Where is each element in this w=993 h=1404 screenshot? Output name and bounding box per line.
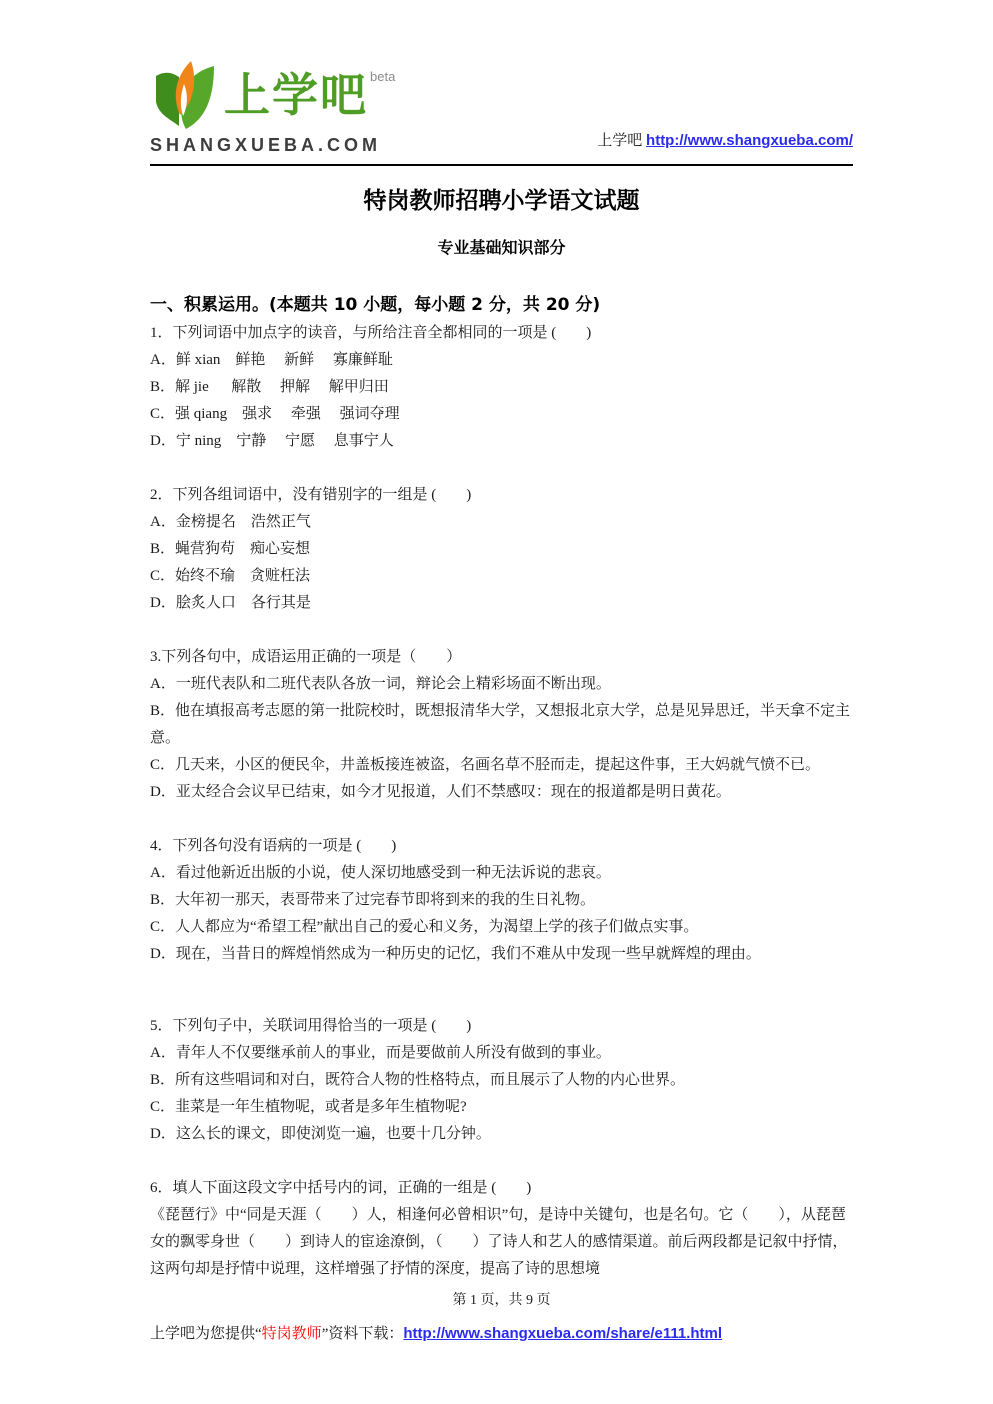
option-c: C．始终不瑜 贪赃枉法 [150, 568, 311, 584]
footer-suffix: ”资料下载： [321, 1326, 404, 1342]
option-c: C．人人都应为“希望工程”献出自己的爱心和义务，为渴望上学的孩子们做点实事。 [150, 919, 699, 935]
question-1 [150, 320, 853, 455]
question-stem: 2．下列各组词语中，没有错别字的一组是 ( ) [150, 487, 472, 503]
header-site-link-row [597, 129, 853, 154]
option-d: D．宁 ning 宁静 宁愿 息事宁人 [150, 433, 394, 449]
section-heading: 一、积累运用。(本题共 10 小题，每小题 2 分，共 20 分) [150, 295, 601, 315]
option-c: C．强 qiang 强求 牵强 强词夺理 [150, 406, 400, 422]
question-3 [150, 644, 853, 806]
page-header [150, 60, 853, 154]
option-a: A．看过他新近出版的小说，使人深切地感受到一种无法诉说的悲哀。 [150, 865, 611, 881]
question-5 [150, 1013, 853, 1148]
footer-download-link[interactable]: http://www.shangxueba.com/share/e111.html [403, 1325, 723, 1342]
option-a: A．鲜 xian 鲜艳 新鲜 寡廉鲜耻 [150, 352, 393, 368]
option-b: B．蝇营狗苟 痴心妄想 [150, 541, 311, 557]
option-b: B．他在填报高考志愿的第一批院校时，既想报清华大学，又想报北京大学，总是见异思迁，半天拿不定主意。 [150, 703, 851, 746]
option-a: A．青年人不仅要继承前人的事业，而是要做前人所没有做到的事业。 [150, 1045, 611, 1061]
brand-beta-tag: beta [370, 69, 396, 84]
page-title: 特岗教师招聘小学语文试题 [363, 188, 640, 214]
option-a: A．一班代表队和二班代表队各放一词，辩论会上精彩场面不断出现。 [150, 676, 611, 692]
brand-name-cn: 上学吧 [224, 68, 368, 122]
shangxueba-leaf-shield-icon [150, 60, 220, 132]
page-number-info: 第 1 页，共 9 页 [452, 1293, 551, 1308]
brand-domain-text: SHANGXUEBA.COM [150, 135, 382, 155]
question-2 [150, 482, 853, 617]
option-d: D．脍炙人口 各行其是 [150, 595, 311, 611]
question-stem: 1．下列词语中加点字的读音，与所给注音全都相同的一项是 ( ) [150, 325, 592, 341]
question-stem: 6．填人下面这段文字中括号内的词，正确的一组是 ( ) [150, 1180, 532, 1196]
shangxueba-logo [150, 60, 396, 155]
option-c: C．几天来，小区的便民伞，井盖板接连被盗，名画名草不胫而走，提起这件事，王大妈就气愤不已。 [150, 757, 821, 773]
question-4 [150, 833, 853, 968]
footer-highlight-keyword: 特岗教师 [261, 1326, 322, 1342]
option-b: B．所有这些唱词和对白，既符合人物的性格特点，而且展示了人物的内心世界。 [150, 1072, 686, 1088]
option-d: D．现在，当昔日的辉煌悄然成为一种历史的记忆，我们不难从中发现一些早就辉煌的理由。 [150, 946, 761, 962]
site-label: 上学吧 [597, 133, 643, 149]
question-stem: 3.下列各句中，成语运用正确的一项是（ ） [150, 649, 462, 665]
option-a: A．金榜提名 浩然正气 [150, 514, 311, 530]
question-passage: 《琵琶行》中“同是天涯（ ）人，相逢何必曾相识”句，是诗中关键句，也是名句。它（ ），从琵琶女的飘零身世（ ）到诗人的宦途潦倒，（ ）了诗人和艺人的感情渠道。前后两段都是记叙中抒情，这两句却是抒情中说理，这样增强了抒情的深度，提高了诗的思想境 [150, 1207, 848, 1277]
option-d: D．这么长的课文，即使浏览一遍，也要十几分钟。 [150, 1126, 491, 1142]
page-subtitle: 专业基础知识部分 [437, 238, 566, 257]
footer-prefix: 上学吧为您提供“ [150, 1326, 262, 1342]
option-c: C．韭菜是一年生植物呢，或者是多年生植物呢? [150, 1099, 467, 1115]
question-stem: 4．下列各句没有语病的一项是 ( ) [150, 838, 397, 854]
option-b: B．大年初一那天，表哥带来了过完春节即将到来的我的生日礼物。 [150, 892, 596, 908]
question-stem: 5．下列句子中，关联词用得恰当的一项是 ( ) [150, 1018, 472, 1034]
option-d: D．亚太经合会议早已结束，如今才见报道，人们不禁感叹：现在的报道都是明日黄花。 [150, 784, 731, 800]
option-b: B．解 jie 解散 押解 解甲归田 [150, 379, 389, 395]
site-url-link[interactable]: http://www.shangxueba.com/ [646, 132, 853, 149]
question-6 [150, 1175, 853, 1283]
header-divider [150, 164, 853, 166]
footer-download-line [150, 1322, 853, 1343]
